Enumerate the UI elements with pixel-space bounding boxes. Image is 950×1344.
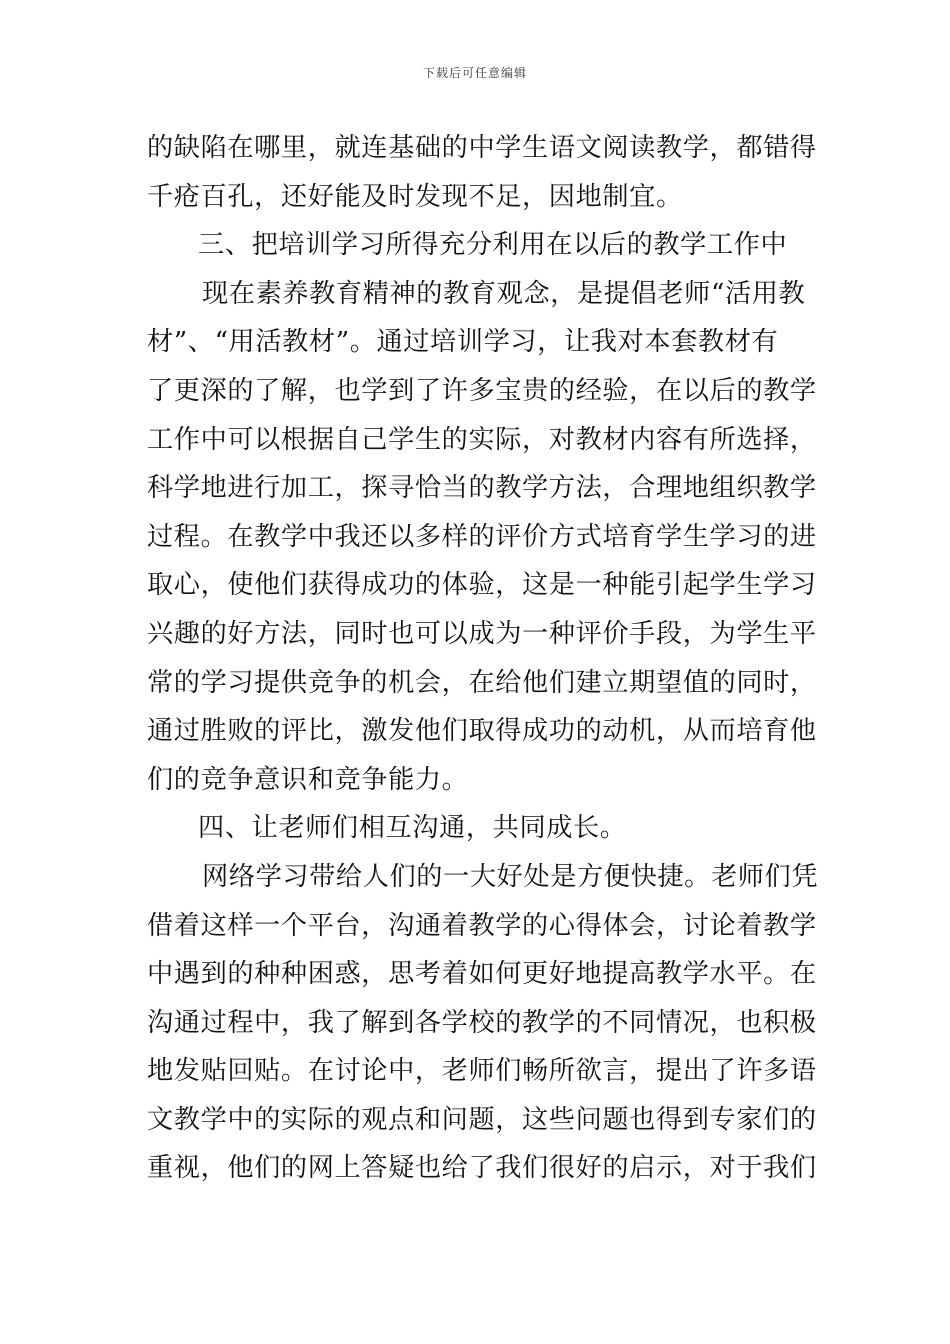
text-line: 了更深的了解，也学到了许多宝贵的经验，在以后的教学 [147, 375, 817, 406]
text-line: 借着这样一个平台，沟通着教学的心得体会，讨论着教学 [147, 910, 817, 941]
text-line: 重视，他们的网上答疑也给了我们很好的启示，对于我们 [147, 1153, 817, 1184]
text-line: 文教学中的实际的观点和问题，这些问题也得到专家们的 [147, 1104, 817, 1135]
text-line: 中遇到的种种困惑，思考着如何更好地提高教学水平。在 [147, 959, 817, 990]
paragraph-start: 现在素养教育精神的教育观念，是提倡老师“活用教 [202, 278, 806, 309]
text-line: 沟通过程中，我了解到各学校的教学的不同情况，也积极 [147, 1007, 817, 1038]
text-line: 地发贴回贴。在讨论中，老师们畅所欲言，提出了许多语 [147, 1056, 817, 1087]
text-line: 材”、“用活教材”。通过培训学习，让我对本套教材有 [147, 327, 779, 358]
text-line: 兴趣的好方法，同时也可以成为一种评价手段，为学生平 [147, 618, 817, 649]
text-line: 过程。在教学中我还以多样的评价方式培育学生学习的进 [147, 521, 817, 552]
page-header-note: 下载后可任意编辑 [422, 66, 527, 80]
text-line: 工作中可以根据自己学生的实际，对教材内容有所选择， [147, 424, 817, 455]
text-line: 千疮百孔，还好能及时发现不足，因地制宜。 [147, 181, 683, 212]
text-line: 常的学习提供竞争的机会，在给他们建立期望值的同时， [147, 667, 817, 698]
section-heading: 四、让老师们相互沟通，共同成长。 [198, 813, 627, 844]
body-text [147, 124, 819, 1193]
text-line: 通过胜败的评比，激发他们取得成功的动机，从而培育他 [147, 716, 817, 747]
paragraph-start: 网络学习带给人们的一大好处是方便快捷。老师们凭 [202, 861, 819, 892]
text-line: 科学地进行加工，探寻恰当的教学方法，合理地组织教学 [147, 473, 817, 504]
text-line: 取心，使他们获得成功的体验，这是一种能引起学生学习 [147, 570, 817, 601]
section-heading: 三、把培训学习所得充分利用在以后的教学工作中 [198, 230, 788, 261]
text-line: 的缺陷在哪里，就连基础的中学生语文阅读教学，都错得 [147, 133, 817, 163]
text-line: 们的竞争意识和竞争能力。 [147, 764, 469, 795]
